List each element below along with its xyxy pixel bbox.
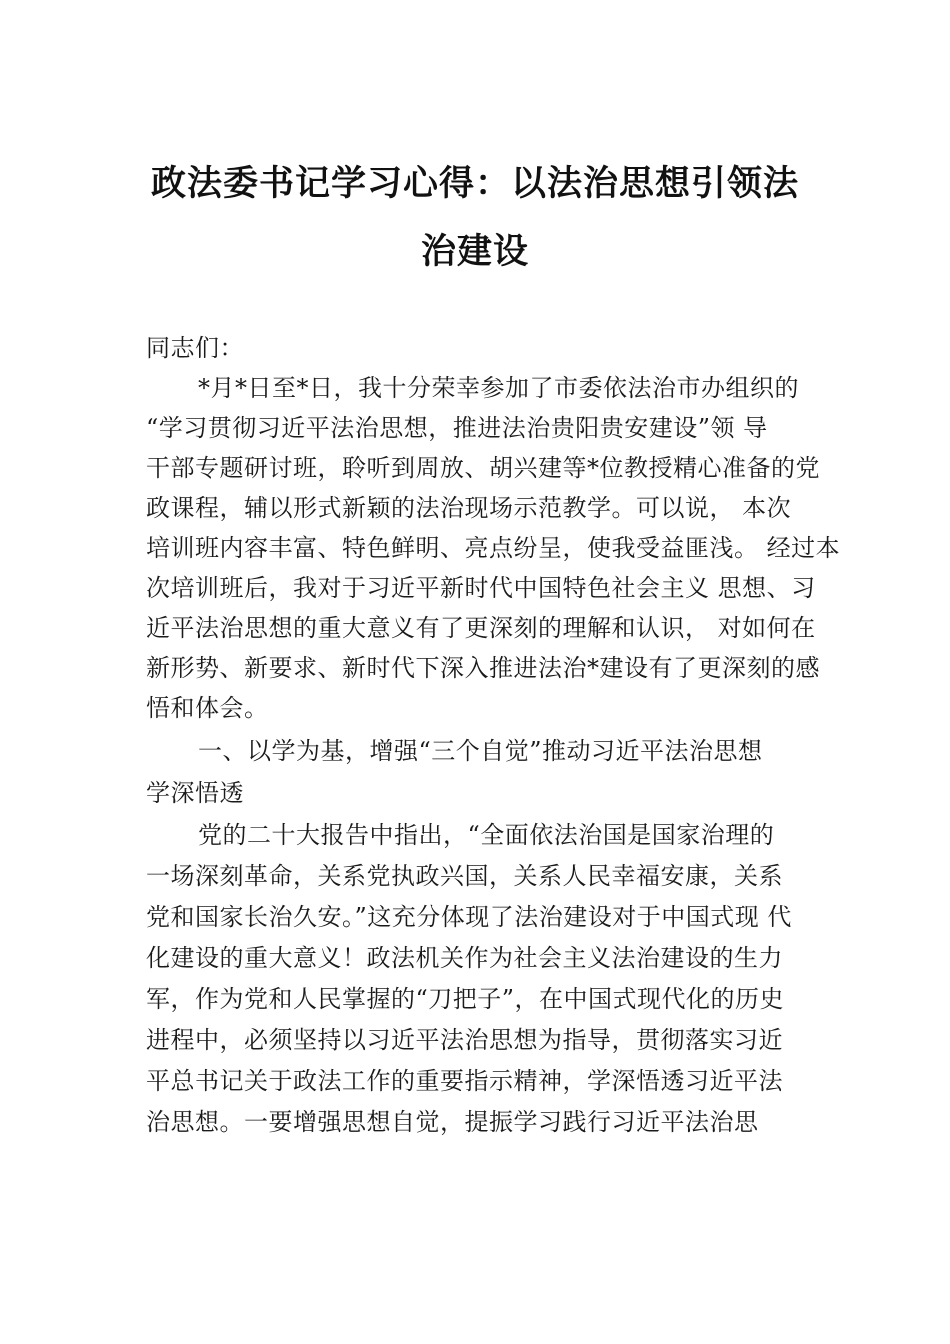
paragraph-line: 党的二十大报告中指出，“全面依法治国是国家治理的 [198,821,775,849]
paragraph-line: “学习贯彻习近平法治思想，推进法治贵阳贵安建设”领 导 [146,414,768,442]
document-title-line-2: 治建设 [420,232,529,272]
salutation: 同志们： [146,334,244,362]
paragraph-line: 干部专题研讨班，聆听到周放、胡兴建等*位教授精心准备的党 [146,454,820,482]
paragraph-line: 党和国家长治久安。”这充分体现了法治建设对于中国式现 代 [146,903,792,931]
paragraph-line: 进程中，必须坚持以习近平法治思想为指导，贯彻落实习近 [146,1026,783,1054]
paragraph-line: 悟和体会。 [146,694,269,722]
paragraph-line: *月*日至*日，我十分荣幸参加了市委依法治市办组织的 [198,374,799,402]
paragraph-line: 新形势、新要求、新时代下深入推进法治*建设有了更深刻的感 [146,654,820,682]
paragraph-line: 平总书记关于政法工作的重要指示精神，学深悟透习近平法 [146,1067,783,1095]
paragraph-line: 一场深刻革命，关系党执政兴国，关系人民幸福安康，关系 [146,862,783,890]
paragraph-line: 政课程，辅以形式新颖的法治现场示范教学。可以说， 本次 [146,494,792,522]
document-title-line-1: 政法委书记学习心得：以法治思想引领法 [150,164,799,204]
paragraph-line: 军，作为党和人民掌握的“刀把子”，在中国式现代化的历史 [146,985,785,1013]
section-heading-line: 一、以学为基，增强“三个自觉”推动习近平法治思想 [198,737,763,765]
paragraph-line: 次培训班后，我对于习近平新时代中国特色社会主义 思想、习 [146,574,816,602]
paragraph-line: 化建设的重大意义！政法机关作为社会主义法治建设的生力 [146,944,783,972]
section-heading-line: 学深悟透 [146,779,244,807]
paragraph-line: 近平法治思想的重大意义有了更深刻的理解和认识， 对如何在 [146,614,816,642]
paragraph-line: 治思想。一要增强思想自觉，提振学习践行习近平法治思 [146,1108,759,1136]
paragraph-line: 培训班内容丰富、特色鲜明、亮点纷呈，使我受益匪浅。 经过本 [146,534,841,562]
